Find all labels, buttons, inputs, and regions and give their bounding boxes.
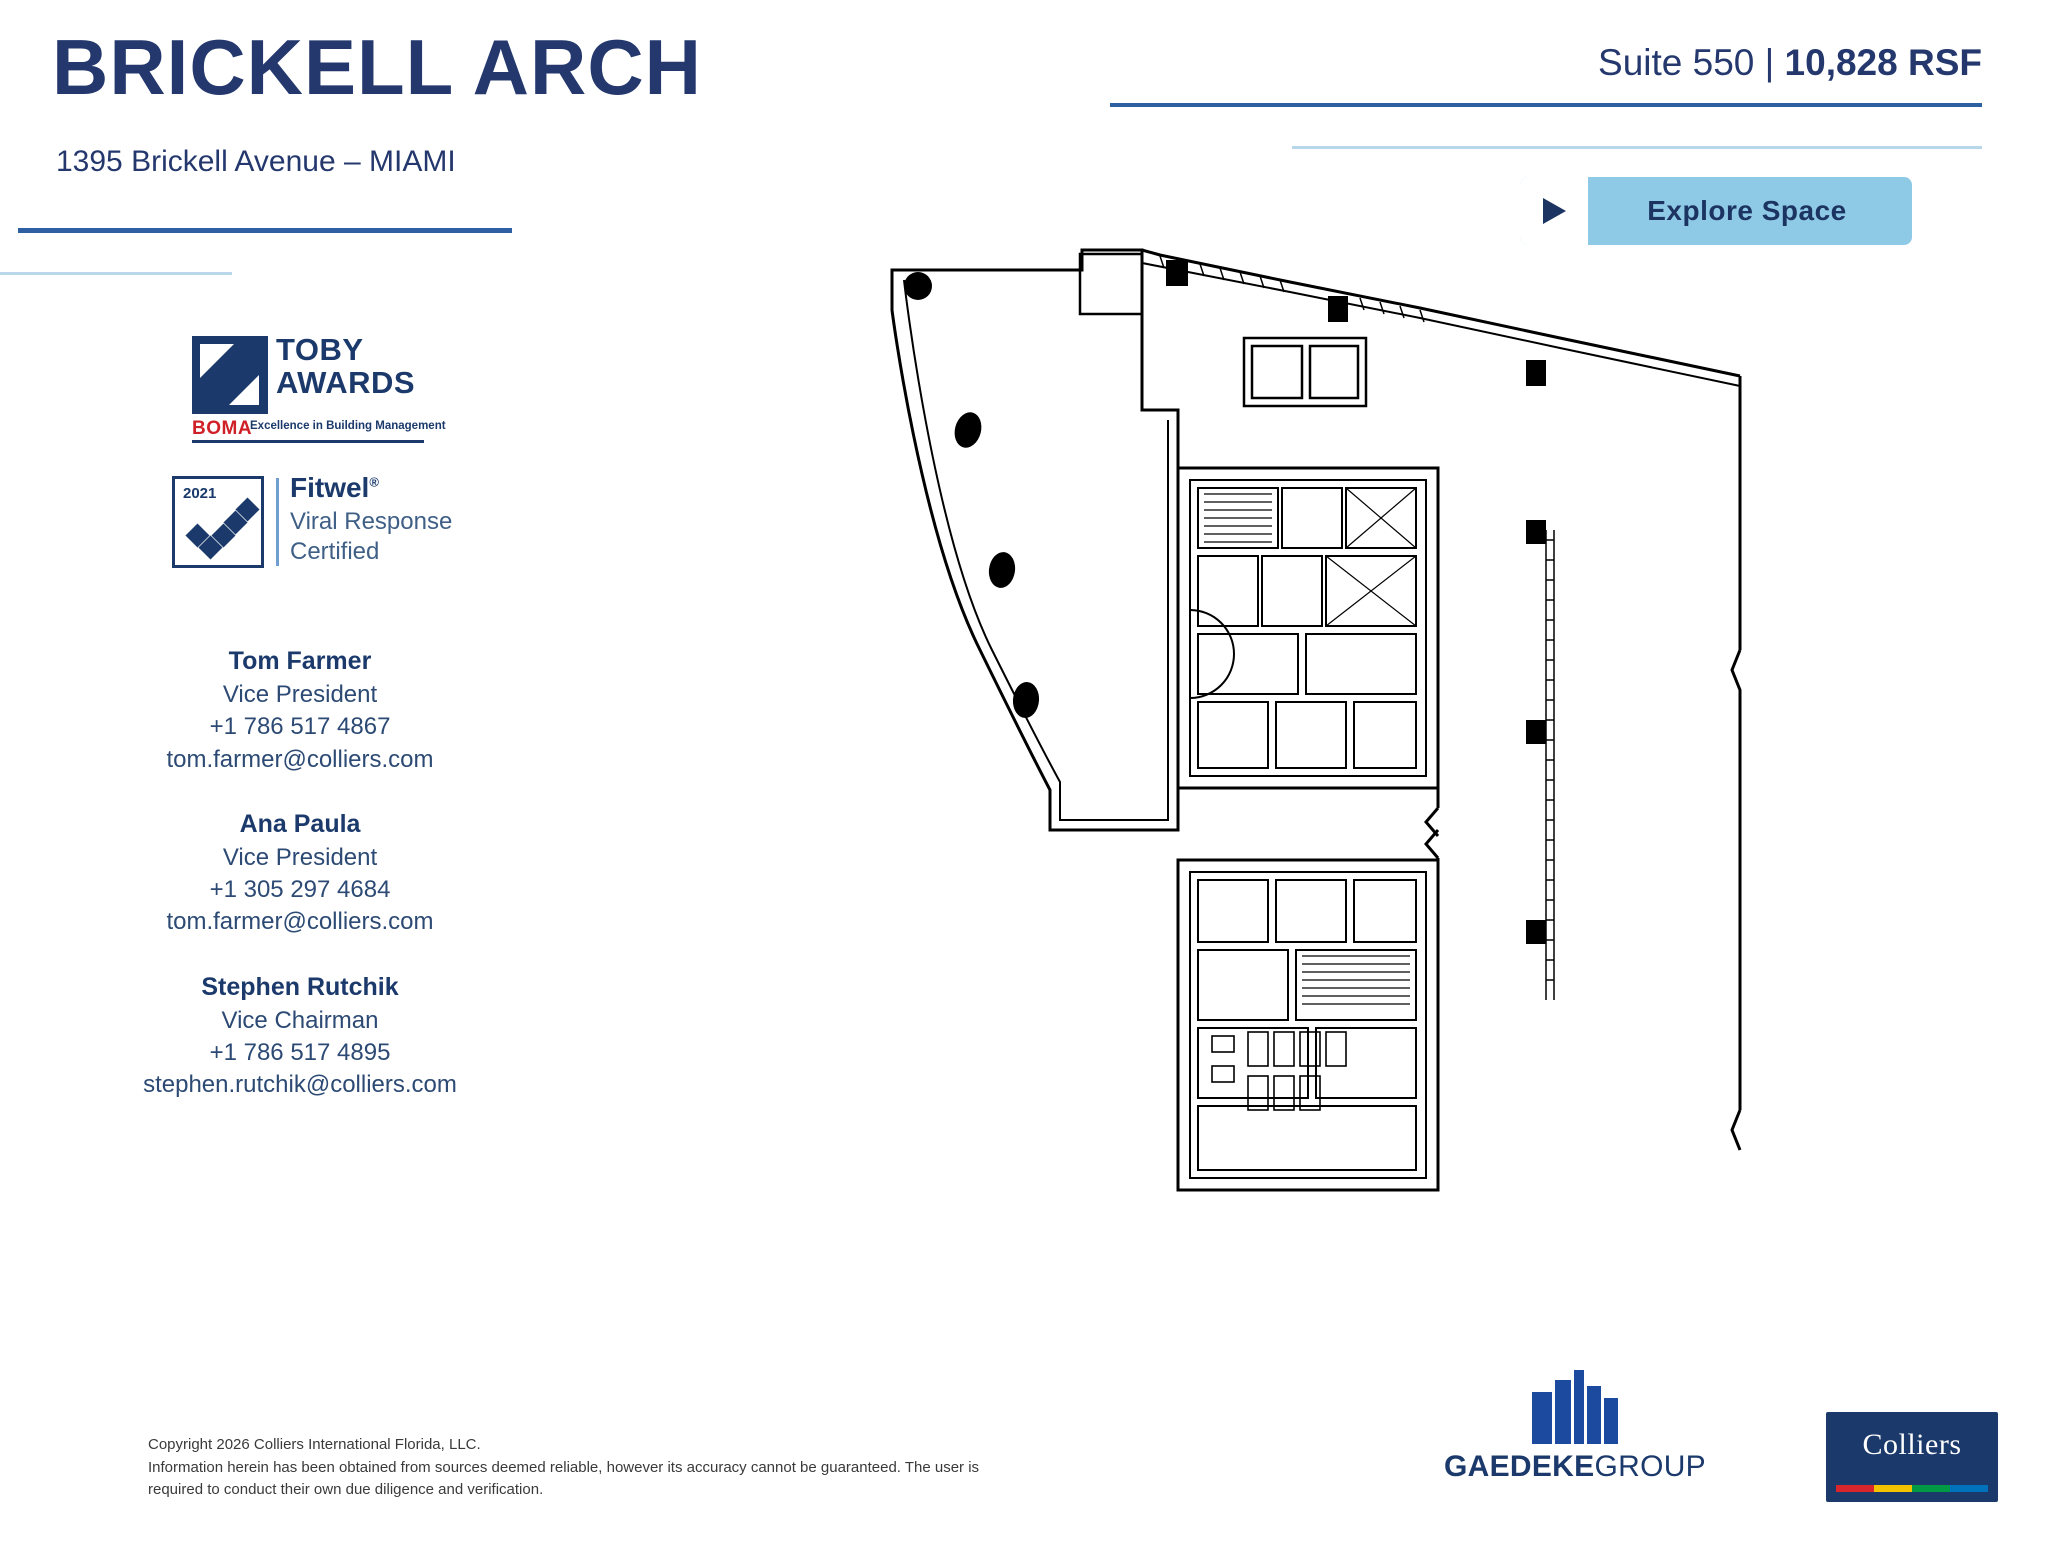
contact-email[interactable]: tom.farmer@colliers.com	[166, 908, 434, 936]
fitwel-line-2: Certified	[290, 538, 380, 565]
boma-mark-icon	[192, 336, 268, 414]
page-subtitle: 1395 Brickell Avenue – MIAMI	[56, 145, 456, 178]
bar-green	[1912, 1485, 1950, 1492]
copyright-line-2: Information herein has been obtained from sources deemed reliable, however its accuracy cannot be guaranteed. The user is	[148, 1458, 980, 1476]
toby-awards-text	[276, 334, 415, 400]
header-divider-thick	[18, 228, 512, 233]
contact-card	[0, 808, 600, 939]
suite-label: Suite 550 |	[1598, 42, 1785, 83]
sidebar	[0, 300, 600, 1200]
page-header	[0, 0, 2048, 260]
suite-info	[1598, 42, 1982, 84]
contact-title: Vice President	[222, 680, 378, 708]
gaedeke-light: GROUP	[1594, 1450, 1706, 1483]
fitwel-divider	[276, 478, 279, 566]
contact-phone[interactable]: +1 786 517 4895	[209, 1038, 391, 1066]
colliers-wordmark: Colliers	[1862, 1428, 1962, 1461]
copyright-line-3: required to conduct their own due diligence and verification.	[148, 1481, 544, 1498]
contact-phone[interactable]: +1 305 297 4684	[209, 876, 391, 904]
contact-title: Vice President	[222, 843, 378, 871]
header-right-divider-thin	[1292, 146, 1982, 149]
contact-card	[0, 645, 600, 776]
rsf-value: 10,828 RSF	[1784, 42, 1982, 83]
contact-name: Stephen Rutchik	[201, 972, 399, 1001]
fitwel-box-icon	[172, 476, 264, 568]
fitwel-year: 2021	[183, 485, 217, 502]
explore-space-label: Explore Space	[1647, 195, 1847, 226]
copyright-line-1: Copyright 2026 Colliers International Florida, LLC.	[148, 1436, 481, 1453]
contact-email[interactable]: tom.farmer@colliers.com	[166, 745, 434, 773]
bar-blue	[1950, 1485, 1988, 1492]
header-divider-thin	[0, 272, 232, 275]
contact-card	[0, 971, 600, 1102]
page-title: BRICKELL ARCH	[52, 23, 702, 111]
toby-awards-badge	[192, 332, 446, 446]
boma-tagline: Excellence in Building Management	[250, 420, 446, 432]
gaedeke-group-logo	[1390, 1370, 1760, 1484]
colliers-color-bars	[1836, 1485, 1988, 1492]
contact-name: Tom Farmer	[228, 647, 372, 675]
bar-red	[1836, 1485, 1874, 1492]
copyright-notice	[148, 1434, 1148, 1502]
fitwel-line-1: Viral Response	[290, 508, 453, 535]
gaedeke-bold: GAEDEKE	[1444, 1450, 1595, 1483]
contact-phone[interactable]: +1 786 517 4867	[209, 713, 391, 741]
colliers-logo	[1826, 1412, 1998, 1502]
header-right-divider-thick	[1110, 103, 1982, 107]
bar-yellow	[1874, 1485, 1912, 1492]
contacts-list	[0, 645, 600, 1134]
boma-label: BOMA	[192, 418, 253, 439]
floor-plan[interactable]	[860, 230, 1860, 1330]
gaedeke-group-text	[1390, 1450, 1760, 1484]
fitwel-name: Fitwel®	[290, 472, 379, 503]
toby-line-1: TOBY	[276, 332, 364, 367]
contact-email[interactable]: stephen.rutchik@colliers.com	[143, 1071, 457, 1099]
contact-name: Ana Paula	[239, 809, 361, 838]
toby-line-2: AWARDS	[276, 364, 416, 400]
building-icon	[1532, 1370, 1618, 1444]
fitwel-badge	[172, 468, 502, 578]
contact-title: Vice Chairman	[221, 1006, 379, 1034]
toby-underline	[192, 440, 424, 443]
